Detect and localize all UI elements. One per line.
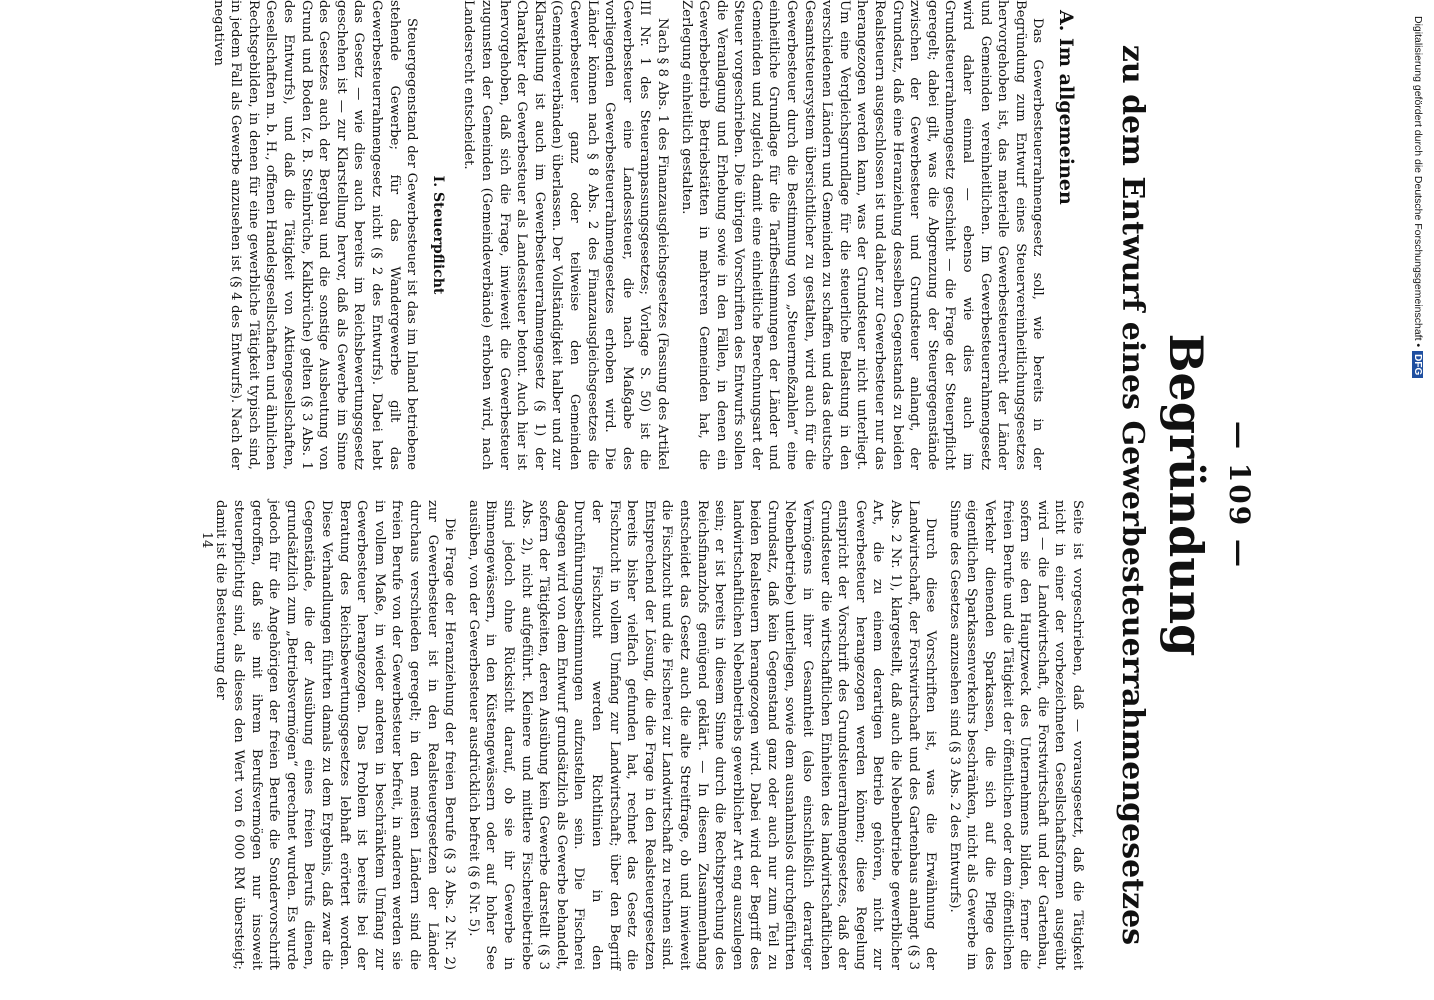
right-column: [212, 500, 1086, 970]
scanned-page: [174, 0, 1274, 990]
side-note: [1378, 8, 1434, 1000]
section-heading: A. Im allgemeinen: [1055, 10, 1077, 205]
paragraph: Durch diese Vorschriften ist, was die Erwähnung der Landwirtschaft, der Forstwirtschaft und des Gartenbaus anlangt (§ 3 Abs. 2 Nr. 1), klargestellt, daß auch die Nebenbetriebe gewerblicher Art, die zu einem derartigen Betrieb gehören, nicht zur Gewerbesteuer herangezogen werden können; diese Regelung entspricht der Vorschrift des Grundsteuerrahmengesetzes, daß der Grundsteuer die wirtschaftlichen Einheiten des landwirtschaftlichen Vermögens in ihrer Gesamtheit (also einschließlich derartiger Nebenbetriebe) unterliegen, sowie dem ausnahmslos durchgeführten Grundsatz, daß kein Gegenstand ganz oder auch nur zum Teil zu beiden Realsteuern herangezogen wird. Dabei wird der Begriff des landwirtschaftlichen Nebenbetriebs gewerblicher Art eng auszulegen sein; er ist bereits in diesem Sinne durch die Rechtsprechung des Reichsfinanzhofs genügend geklärt. — In diesem Zusammenhang entscheidet das Gesetz auch die alte Streitfrage, ob und inwieweit die Fischzucht und die Fischerei zur Landwirtschaft zu rechnen sind. Entsprechend der Lösung, die die Frage in den Realsteuergesetzen bereits bisher vielfach gefunden hat, rechnet das Gesetz die Fischzucht in vollem Umfang zur Landwirtschaft; über den Begriff der Fischzucht werden Richtlinien in den Durchführungsbestimmungen aufzustellen sein. Die Fischerei dagegen wird von dem Entwurf grundsätzlich als Gewerbe behandelt, sofern der Tätigkeiten, deren Ausübung kein Gewerbe darstellt (§ 3 Abs. 2), nicht aufgeführt. Kleinere und mittlere Fischereibetriebe sind jedoch ohne Rücksicht darauf, ob sie ihr Gewerbe in Binnengewässern, in den Küstengewässern oder auf hoher See ausüben, von der Gewerbesteuer ausdrücklich befreit (§ 6 Nr. 5).: [465, 500, 939, 970]
paragraph: Steuergegenstand der Gewerbesteuer ist das im Inland betriebene stehende Gewerbe; für das Wandergewerbe gilt das Gewerbesteuerrahmengesetz nicht (§ 2 des Entwurfs). Dabei hebt das Gesetz — wie dies auch bereits im Reichsbewertungsgesetz geschehen ist — zur Klarstellung hervor, daß als Gewerbe im Sinne des Gesetzes auch der Bergbau und die sonstige Ausbeutung von Grund und Boden (z. B. Steinbrüche, Kalkbrüche) gelten (§ 3 Abs. 1 des Entwurfs), und daß die Tätigkeit von Aktiengesellschaften, Gesellschaften m. b. H., offenen Handelsgesellschaften und ähnlichen Rechtsgebilden, in denen für eine gewerbliche Tätigkeit typisch sind, in jedem Fall als Gewerbe anzusehen ist (§ 4 des Entwurfs). Nach der negativen: [210, 0, 420, 470]
paragraph: Seite ist vorgeschrieben, daß — vorausgesetzt, daß die Tätigkeit nicht in einer der vorbezeichneten Gesellschaftsformen ausgeübt wird — die Landwirtschaft, die Forstwirtschaft und der Gartenbau, sofern sie den Hauptzweck des Unternehmens bilden, ferner die freien Berufe und die Tätigkeit der öffentlichen oder dem öffentlichen Verkehr dienenden Sparkassen, die sich auf die Pflege des eigentlichen Sparkassenverkehrs beschränken, nicht als Gewerbe im Sinne des Gesetzes anzusehen sind (§ 3 Abs. 2 des Entwurfs).: [946, 500, 1085, 970]
paragraph: Das Gewerbesteuerrahmengesetz soll, wie bereits in der Begründung zum Entwurf eines Steuervereinheitlichungsgesetzes hervorgehoben ist, das materielle Gewerbesteuerrecht der Länder und Gemeinden vereinheitlichen. Im Gewerbesteuerrahmengesetz wird daher einmal — ebenso wie dies auch im Grundsteuerrahmengesetz geschieht — die Frage der Steuerpflicht geregelt; dabei gilt, was die Abgrenzung der Steuergegenstände zwischen der Gewerbesteuer und Grundsteuer anlangt, der Grundsatz, daß eine Heranziehung desselben Gegenstands zu beiden Realsteuern ausgeschlossen ist und daher zur Gewerbesteuer nur das herangezogen werden kann, was der Grundsteuer nicht unterliegt. Um eine Vergleichsgrundlage für die steuerliche Belastung in den verschiedenen Ländern und Gemeinden zu schaffen und das deutsche Gesamtsteuersystem übersichtlicher zu gestalten, wird auch für die Gewerbesteuer durch die Bestimmung von „Steuermeßzahlen“ eine einheitliche Grundlage für die Tarifbestimmungen der Länder und Gemeinden und zugleich damit eine einheitliche Berechnungsart der Steuer vorgeschrieben. Die übrigen Vorschriften des Entwurfs sollen die Veranlagung und Erhebung sowie in den Fällen, in denen ein Gewerbebetrieb Betriebstätten in mehreren Gemeinden hat, die Zerlegung einheitlich gestalten.: [678, 0, 1046, 470]
left-column: [209, 0, 1077, 470]
dfg-logo: DFG: [1412, 351, 1423, 378]
page-title: Begründung: [1159, 333, 1213, 657]
page-number: — 109 —: [1223, 421, 1256, 569]
side-note-text: [1412, 16, 1424, 378]
funding-note: Digitalisierung gefördert durch die Deutsche Forschungsgemeinschaft •: [1412, 16, 1424, 348]
page-subtitle: zu dem Entwurf eines Gewerbesteuerrahmengesetzes: [1115, 44, 1150, 946]
paragraph: Nach § 8 Abs. 1 des Finanzausgleichsgesetzes (Fassung des Artikel III Nr. 1 des Steueranpassungsgesetzes; Vorlage S. 50) ist die Gewerbesteuer eine Landessteuer, die nach Maßgabe des vorliegenden Gewerbesteuerrahmengesetzes erhoben wird. Die Länder können nach § 8 Abs. 2 des Finanzausgleichsgesetzes die Gewerbesteuer ganz oder teilweise den Gemeinden (Gemeindeverbänden) überlassen. Der Vollständigkeit halber und zur Klarstellung ist auch im Gewerbesteuerrahmengesetz (§ 1) der Charakter der Gewerbesteuer als Landessteuer betont. Auch hier ist hervorgehoben, daß sich die Frage, inwieweit die Gewerbesteuer zugunsten der Gemeinden (Gemeindeverbände) erhoben wird, nach Landesrecht entscheidet.: [461, 0, 670, 470]
sub-heading: I. Steuerpflicht: [429, 175, 446, 295]
paragraph: Die Frage der Heranziehung der freien Berufe (§ 3 Abs. 2 Nr. 2) zur Gewerbesteuer ist in den Realsteuergesetzen der Länder durchaus verschieden geregelt; in den meisten Ländern sind die freien Berufe von der Gewerbesteuer befreit, in anderen werden sie in vollem Maße, in wieder anderen in beschränktem Umfang zur Gewerbesteuer herangezogen. Das Problem ist bereits bei der Beratung des Reichsbewertungsgesetzes lebhaft erörtert worden. Diese Verhandlungen führten damals zu dem Ergebnis, daß zwar die Gegenstände, die der Ausübung eines freien Berufs dienen, grundsätzlich zum „Betriebsvermögen“ gerechnet wurden. Es wurde jedoch für die Angehörigen der freien Berufe die Sondervorschrift getroffen, daß sie mit ihrem Berufsvermögen nur insoweit steuerpflichtig sind, als dieses den Wert von 6 000 RM übersteigt; damit ist die Besteuerung der: [213, 500, 458, 970]
footer-number: 14: [199, 531, 214, 549]
